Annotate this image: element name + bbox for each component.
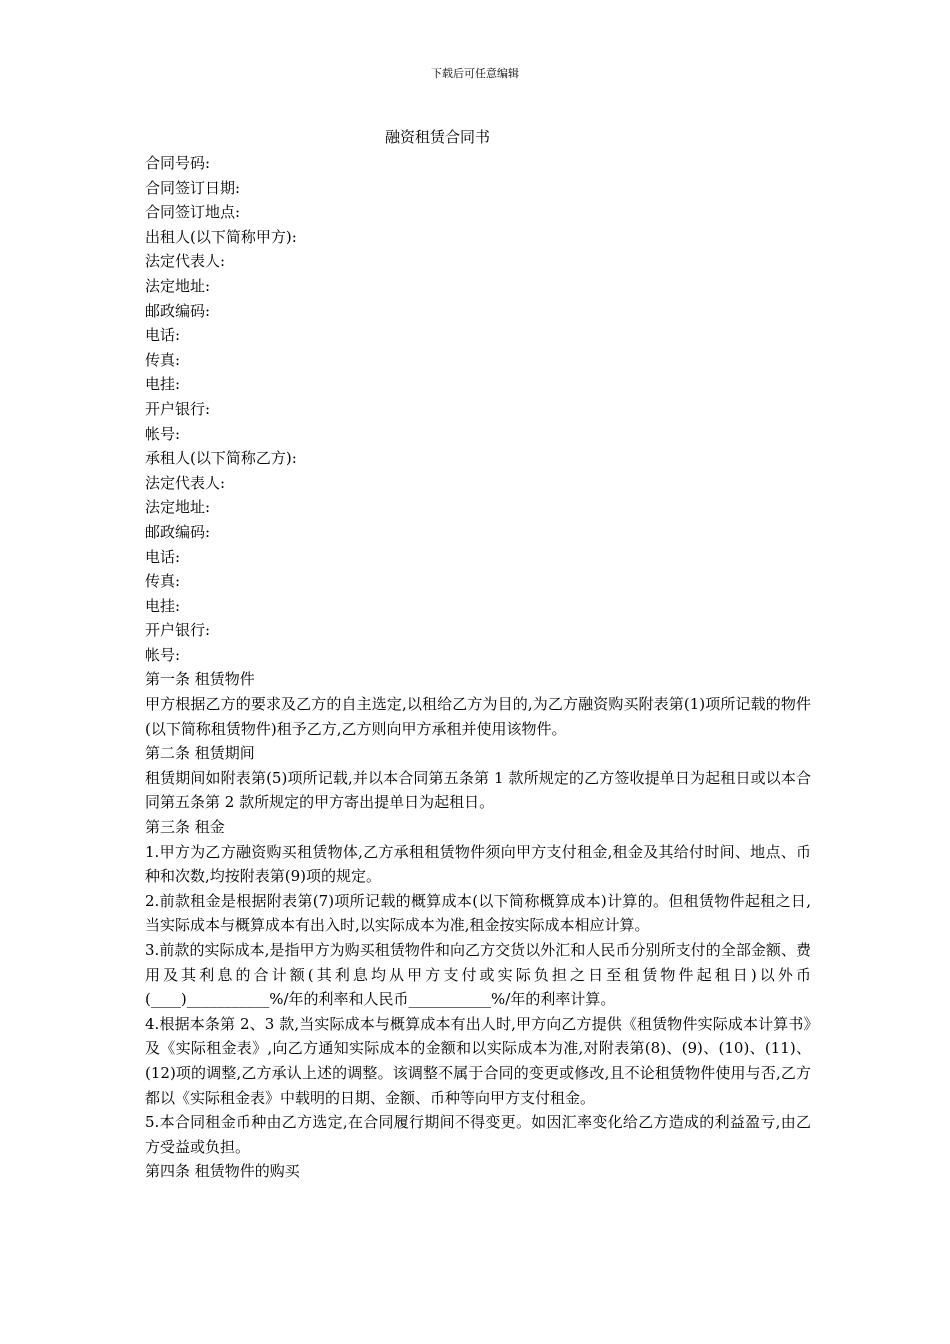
contract-number-field: 合同号码: <box>145 154 211 172</box>
lessee-phone-field: 电话: <box>145 547 181 566</box>
lessor-field: 出租人(以下简称甲方): <box>145 227 297 246</box>
article-1-text: 甲方根据乙方的要求及乙方的自主选定,以租给乙方为目的,为乙方融资购买附表第(1)项所记载的物件(以下简称租赁物件)租予乙方,乙方则向甲方承租并使用该物件。 <box>145 695 811 738</box>
article-3-clause-1: 1.甲方为乙方融资购买租赁物体,乙方承租租赁物件须向甲方支付租金,租金及其给付时间、地点、币种和次数,均按附表第(9)项的规定。 <box>145 842 811 886</box>
signing-date-field: 合同签订日期: <box>145 178 241 197</box>
lessee-legal-rep-field: 法定代表人: <box>145 473 226 492</box>
page-title: 融资租赁合同书 <box>384 128 490 146</box>
article-3-clause-3: 3.前款的实际成本,是指甲方为购买租赁物件和向乙方交货以外汇和人民币分别所支付的全部金额、费用及其利息的合计额(其利息均从甲方支付或实际负担之日至租赁物件起租日)以外币(____)___________%/年的利率和人民币___________%/年的利率计算。 <box>145 941 811 1009</box>
article-3-clause-5: 5.本合同租金币种由乙方选定,在合同履行期间不得变更。如因汇率变化给乙方造成的利益盈亏,由乙方受益或负担。 <box>145 1113 811 1156</box>
lessor-address-field: 法定地址: <box>145 276 211 295</box>
article-1-heading: 第一条 租赁物件 <box>145 670 255 689</box>
article-2-heading: 第二条 租赁期间 <box>145 744 255 763</box>
lessee-postcode-field: 邮政编码: <box>145 522 211 541</box>
lessee-address-field: 法定地址: <box>145 498 211 517</box>
lessee-account-field: 帐号: <box>145 645 181 664</box>
lessor-bank-field: 开户银行: <box>145 399 211 418</box>
article-2-text: 租赁期间如附表第(5)项所记载,并以本合同第五条第 1 款所规定的乙方签收提单日为起租日或以本合同第五条第 2 款所规定的甲方寄出提单日为起租日。 <box>145 768 811 812</box>
article-4-heading: 第四条 租赁物件的购买 <box>145 1162 300 1181</box>
lessor-account-field: 帐号: <box>145 424 181 443</box>
article-3-clause-2: 2.前款租金是根据附表第(7)项所记载的概算成本(以下简称概算成本)计算的。但租赁物件起租之日,当实际成本与概算成本有出入时,以实际成本为准,租金按实际成本相应计算。 <box>145 891 811 935</box>
page-header-note: 下载后可任意编辑 <box>431 67 519 80</box>
document-body <box>145 151 811 1184</box>
lessor-postcode-field: 邮政编码: <box>145 301 211 320</box>
lessor-cable-field: 电挂: <box>145 375 181 394</box>
article-3-clause-4: 4.根据本条第 2、3 款,当实际成本与概算成本有出人时,甲方向乙方提供《租赁物件实际成本计算书》及《实际租金表》,向乙方通知实际成本的金额和以实际成本为准,对附表第(8)、(9)、(10)、(11)、(12)项的调整,乙方承认上述的调整。该调整不属于合同的变更或修改,且不论租赁物件使用与否,乙方都以《实际租金表》中载明的日期、金额、币种等向甲方支付租金。 <box>145 1014 811 1107</box>
lessee-bank-field: 开户银行: <box>145 621 211 640</box>
lessee-field: 承租人(以下简称乙方): <box>145 449 297 468</box>
article-3-heading: 第三条 租金 <box>145 818 225 837</box>
lessor-legal-rep-field: 法定代表人: <box>145 252 226 271</box>
lessee-fax-field: 传真: <box>145 572 181 591</box>
lessee-cable-field: 电挂: <box>145 596 181 615</box>
lessor-fax-field: 传真: <box>145 350 181 369</box>
lessor-phone-field: 电话: <box>145 326 181 345</box>
signing-place-field: 合同签订地点: <box>145 203 241 222</box>
